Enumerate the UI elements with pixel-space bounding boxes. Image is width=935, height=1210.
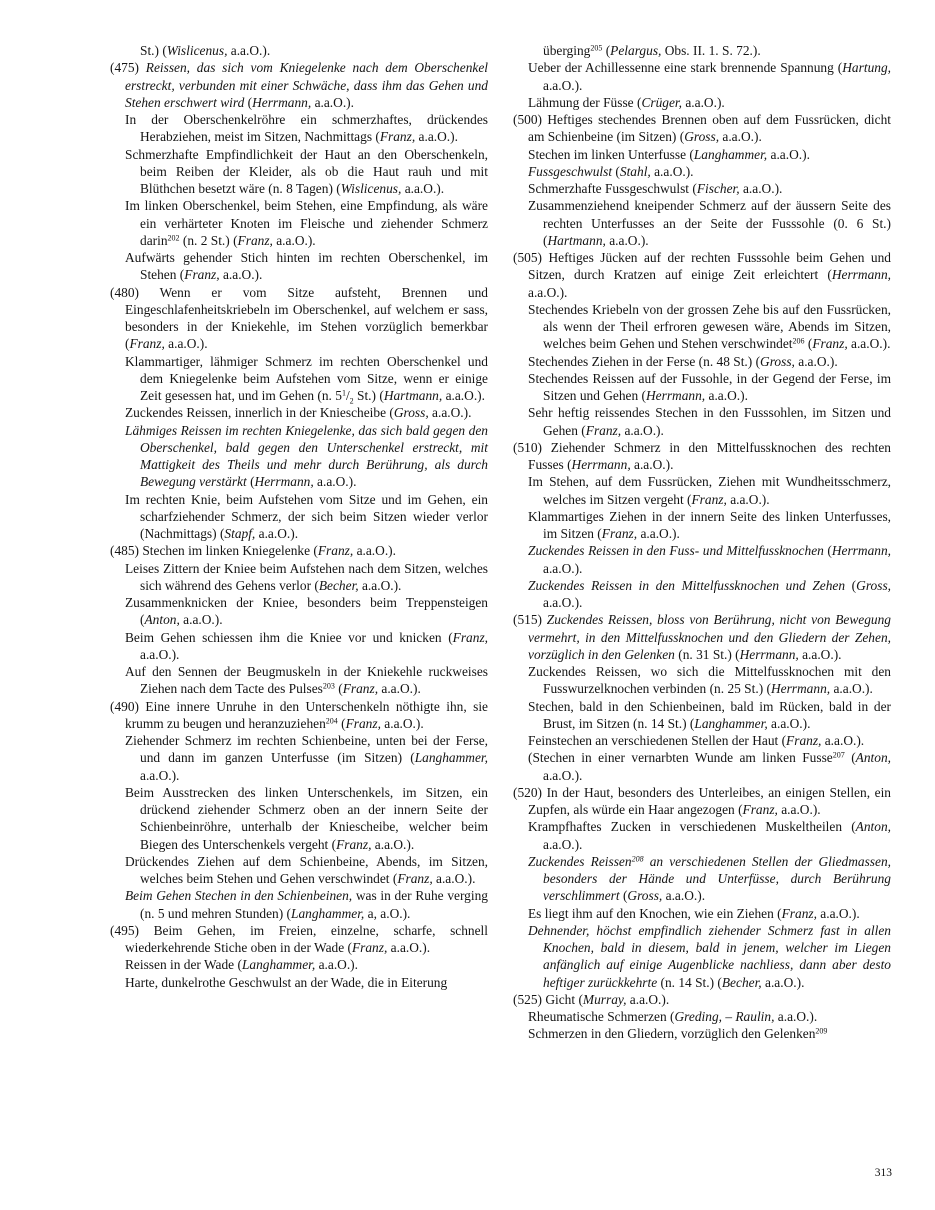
symptom-entry: In der Oberschenkelröhre ein schmerzhaftes, drückendes Herabziehen, meist im Sitzen, Nachmittags (Franz, a.a.O.). bbox=[125, 112, 488, 145]
symptom-entry: Zusammenknicken der Kniee, besonders beim Treppensteigen (Anton, a.a.O.). bbox=[125, 595, 488, 628]
symptom-entry: Stechendes Reissen auf der Fussohle, in der Gegend der Ferse, im Sitzen und Gehen (Herrmann, a.a.O.). bbox=[528, 370, 891, 403]
symptom-entry: Im rechten Knie, beim Aufstehen vom Sitze und im Gehen, ein scharfziehender Schmerz, der sich beim Sitzen wieder verlor (Nachmittags) (Stapf, a.a.O.). bbox=[125, 491, 488, 541]
symptom-entry: Drückendes Ziehen auf dem Schienbeine, Abends, im Sitzen, welches beim Stehen und Gehen verschwindet (Franz, a.a.O.). bbox=[125, 853, 488, 886]
symptom-entry: Klammartiges Ziehen in der innern Seite des linken Unterfusses, im Sitzen (Franz, a.a.O.). bbox=[528, 508, 891, 541]
symptom-entry: Krampfhaftes Zucken in verschiedenen Muskeltheilen (Anton, a.a.O.). bbox=[528, 819, 891, 852]
symptom-entry: Harte, dunkelrothe Geschwulst an der Wade, die in Eiterung bbox=[125, 974, 448, 990]
symptom-entry: Klammartiger, lähmiger Schmerz im rechten Oberschenkel und dem Kniegelenke beim Aufstehen vom Sitze, wenn er einige Zeit gesessen hat, und im Gehen (n. $5^1/_2$ St.) (Hartmann, a.a.O.). bbox=[125, 353, 488, 406]
symptom-entry: Aufwärts gehender Stich hinten im rechten Oberschenkel, im Stehen (Franz, a.a.O.). bbox=[125, 250, 488, 283]
numbered-symptom-entry: (510) Ziehender Schmerz in den Mittelfussknochen des rechten Fusses (Herrmann, a.a.O.). bbox=[513, 439, 891, 472]
symptom-entry: Lähmiges Reissen im rechten Kniegelenke, das sich bald gegen den Oberschenkel, bald gegen den Unterschenkel erstreckt, mit Mattigkeit des Theils und mehr durch Berührung, als durch Bewegung verstärkt (Herrmann, a.a.O.). bbox=[125, 422, 488, 490]
symptom-entry: Auf den Sennen der Beugmuskeln in der Kniekehle ruckweises Ziehen nach dem Tacte des Pulses$^{203}$ (Franz, a.a.O.). bbox=[125, 664, 488, 697]
symptom-entry: Zuckendes Reissen in den Fuss- und Mittelfussknochen (Herrmann, a.a.O.). bbox=[528, 543, 891, 576]
symptom-entry: Stechen im linken Unterfusse (Langhammer, a.a.O.). bbox=[528, 146, 810, 162]
symptom-entry: Im Stehen, auf dem Fussrücken, Ziehen mit Wundheitsschmerz, welches im Sitzen vergeht (Franz, a.a.O.). bbox=[528, 474, 891, 507]
symptom-entry: Stechendes Ziehen in der Ferse (n. 48 St.) (Gross, a.a.O.). bbox=[528, 353, 838, 369]
symptom-entry: Schmerzhafte Empfindlichkeit der Haut an den Oberschenkeln, beim Reiben der Kleider, als ob die Haut rauh und mit Blüthchen besetzt wäre (n. 8 Tagen) (Wislicenus, a.a.O.). bbox=[125, 146, 488, 196]
numbered-symptom-entry: (525) Gicht (Murray, a.a.O.). bbox=[513, 991, 670, 1007]
symptom-entry: St.) (Wislicenus, a.a.O.). bbox=[140, 43, 271, 58]
numbered-symptom-entry: (485) Stechen im linken Kniegelenke (Franz, a.a.O.). bbox=[110, 543, 396, 559]
symptom-entry: Zuckendes Reissen, wo sich die Mittelfussknochen mit den Fusswurzelknochen verbinden (n. 25 St.) (Herrmann, a.a.O.). bbox=[528, 664, 891, 697]
symptom-entry: Zuckendes Reissen$^{208}$ an verschiedenen Stellen der Gliedmassen, besonders der Hände und Unterfüsse, durch Berührung verschlimmert (Gross, a.a.O.). bbox=[528, 853, 891, 904]
symptom-entry: Schmerzen in den Gliedern, vorzüglich den Gelenken$^{209}$ bbox=[528, 1026, 828, 1042]
symptom-entry: Leises Zittern der Kniee beim Aufstehen nach dem Sitzen, welches sich während des Gehens verlor (Becher, a.a.O.). bbox=[125, 560, 488, 593]
symptom-entry: Dehnender, höchst empfindlich ziehender Schmerz fast in allen Knochen, bald in diesem, bald in jenem, welcher im Liegen anfänglich auf einige Augenblicke nachliess, dann aber desto heftiger zurückkehrte (n. 14 St.) (Becher, a.a.O.). bbox=[528, 922, 891, 990]
symptom-entry: Rheumatische Schmerzen (Greding, – Raulin, a.a.O.). bbox=[528, 1009, 818, 1024]
symptom-entry: Ueber der Achillessenne eine stark brennende Spannung (Hartung, a.a.O.). bbox=[528, 60, 891, 93]
symptom-entry: (Stechen in einer vernarbten Wunde am linken Fusse$^{207}$ (Anton, a.a.O.). bbox=[528, 750, 891, 783]
symptom-entry: Beim Ausstrecken des linken Unterschenkels, im Sitzen, ein drückend ziehender Schmerz oben an der innern Seite der Schienbeinröhre, unterhalb der Kniescheibe, welcher beim Biegen des Unterschenkels vergeht (Franz, a.a.O.). bbox=[125, 784, 488, 852]
left-column bbox=[110, 42, 488, 991]
symptom-entry: Lähmung der Füsse (Crüger, a.a.O.). bbox=[528, 94, 725, 110]
symptom-entry: Zuckendes Reissen in den Mittelfussknochen und Zehen (Gross, a.a.O.). bbox=[528, 577, 892, 610]
symptom-entry: Sehr heftig reissendes Stechen in den Fusssohlen, im Sitzen und Gehen (Franz, a.a.O.). bbox=[528, 405, 891, 438]
numbered-symptom-entry: (490) Eine innere Unruhe in den Unterschenkeln nöthigte ihn, sie krumm zu beugen und heranzuziehen$^{204}$ (Franz, a.a.O.). bbox=[110, 698, 488, 731]
symptom-entry: Zusammenziehend kneipender Schmerz auf der äussern Seite des rechten Unterfusses an der Seite der Fusssohle (0. 6 St.) (Hartmann, a.a.O.). bbox=[528, 198, 891, 248]
symptom-entry: Stechen, bald in den Schienbeinen, bald im Rücken, bald in der Brust, im Sitzen (n. 14 St.) (Langhammer, a.a.O.). bbox=[528, 698, 891, 731]
symptom-entry: Beim Gehen schiessen ihm die Kniee vor und knicken (Franz, a.a.O.). bbox=[125, 629, 488, 662]
symptom-entry: Schmerzhafte Fussgeschwulst (Fischer, a.a.O.). bbox=[528, 181, 783, 196]
symptom-entry: Reissen in der Wade (Langhammer, a.a.O.). bbox=[125, 957, 358, 973]
numbered-symptom-entry: (495) Beim Gehen, im Freien, einzelne, scharfe, schnell wiederkehrende Stiche oben in der Wade (Franz, a.a.O.). bbox=[110, 922, 488, 955]
numbered-symptom-entry: (505) Heftiges Jücken auf der rechten Fusssohle beim Gehen und Sitzen, durch Kratzen auf einige Zeit erleichtert (Herrmann, a.a.O.). bbox=[513, 250, 891, 300]
symptom-entry: Ziehender Schmerz im rechten Schienbeine, unten bei der Ferse, und dann im ganzen Unterfusse (im Sitzen) (Langhammer, a.a.O.). bbox=[125, 733, 488, 783]
right-column bbox=[513, 42, 891, 1043]
page-number: 313 bbox=[874, 1167, 892, 1179]
symptom-entry: Feinstechen an verschiedenen Stellen der Haut (Franz, a.a.O.). bbox=[528, 733, 865, 748]
symptom-entry: Fussgeschwulst (Stahl, a.a.O.). bbox=[528, 163, 694, 179]
symptom-entry: Es liegt ihm auf den Knochen, wie ein Ziehen (Franz, a.a.O.). bbox=[528, 905, 860, 921]
symptom-entry: Beim Gehen Stechen in den Schienbeinen, was in der Ruhe verging (n. 5 und mehren Stunden) (Langhammer, a, a.O.). bbox=[125, 888, 488, 921]
symptom-entry: überging$^{205}$ (Pelargus, Obs. II. 1. S. 72.). bbox=[543, 43, 761, 58]
symptom-entry: Stechendes Kriebeln von der grossen Zehe bis auf den Fussrücken, als wenn der Theil erfroren gewesen wäre, Abends im Sitzen, welches beim Gehen und Stehen verschwindet$^{206}$ (Franz, a.a.O.). bbox=[528, 301, 891, 352]
symptom-entry: Zuckendes Reissen, innerlich in der Kniescheibe (Gross, a.a.O.). bbox=[125, 405, 472, 421]
numbered-symptom-entry: (500) Heftiges stechendes Brennen oben auf dem Fussrücken, dicht am Schienbeine (im Sitzen) (Gross, a.a.O.). bbox=[513, 112, 891, 145]
numbered-symptom-entry: (520) In der Haut, besonders des Unterleibes, an einigen Stellen, ein Zupfen, als würde ein Haar angezogen (Franz, a.a.O.). bbox=[513, 784, 891, 817]
symptom-entry: Im linken Oberschenkel, beim Stehen, eine Empfindung, als wäre ein verhärteter Knoten im Fleische und ziehender Schmerz darin$^{202}$ (n. 2 St.) (Franz, a.a.O.). bbox=[125, 198, 488, 248]
numbered-symptom-entry: (515) Zuckendes Reissen, bloss von Berührung, nicht von Bewegung vermehrt, in den Mittelfussknochen und den Gliedern der Zehen, vorzüglich in den Gelenken (n. 31 St.) (Herrmann, a.a.O.). bbox=[513, 612, 892, 662]
numbered-symptom-entry: (475) Reissen, das sich vom Kniegelenke nach dem Oberschenkel erstreckt, verbunden mit einer Schwäche, dass ihm das Gehen und Stehen erschwert wird (Herrmann, a.a.O.). bbox=[110, 60, 489, 110]
numbered-symptom-entry: (480) Wenn er vom Sitze aufsteht, Brennen und Eingeschlafenheitskriebeln im Oberschenkel, auf welchem er sass, besonders in der Kniekehle, im Stehen vorzüglich bemerkbar (Franz, a.a.O.). bbox=[110, 284, 488, 352]
